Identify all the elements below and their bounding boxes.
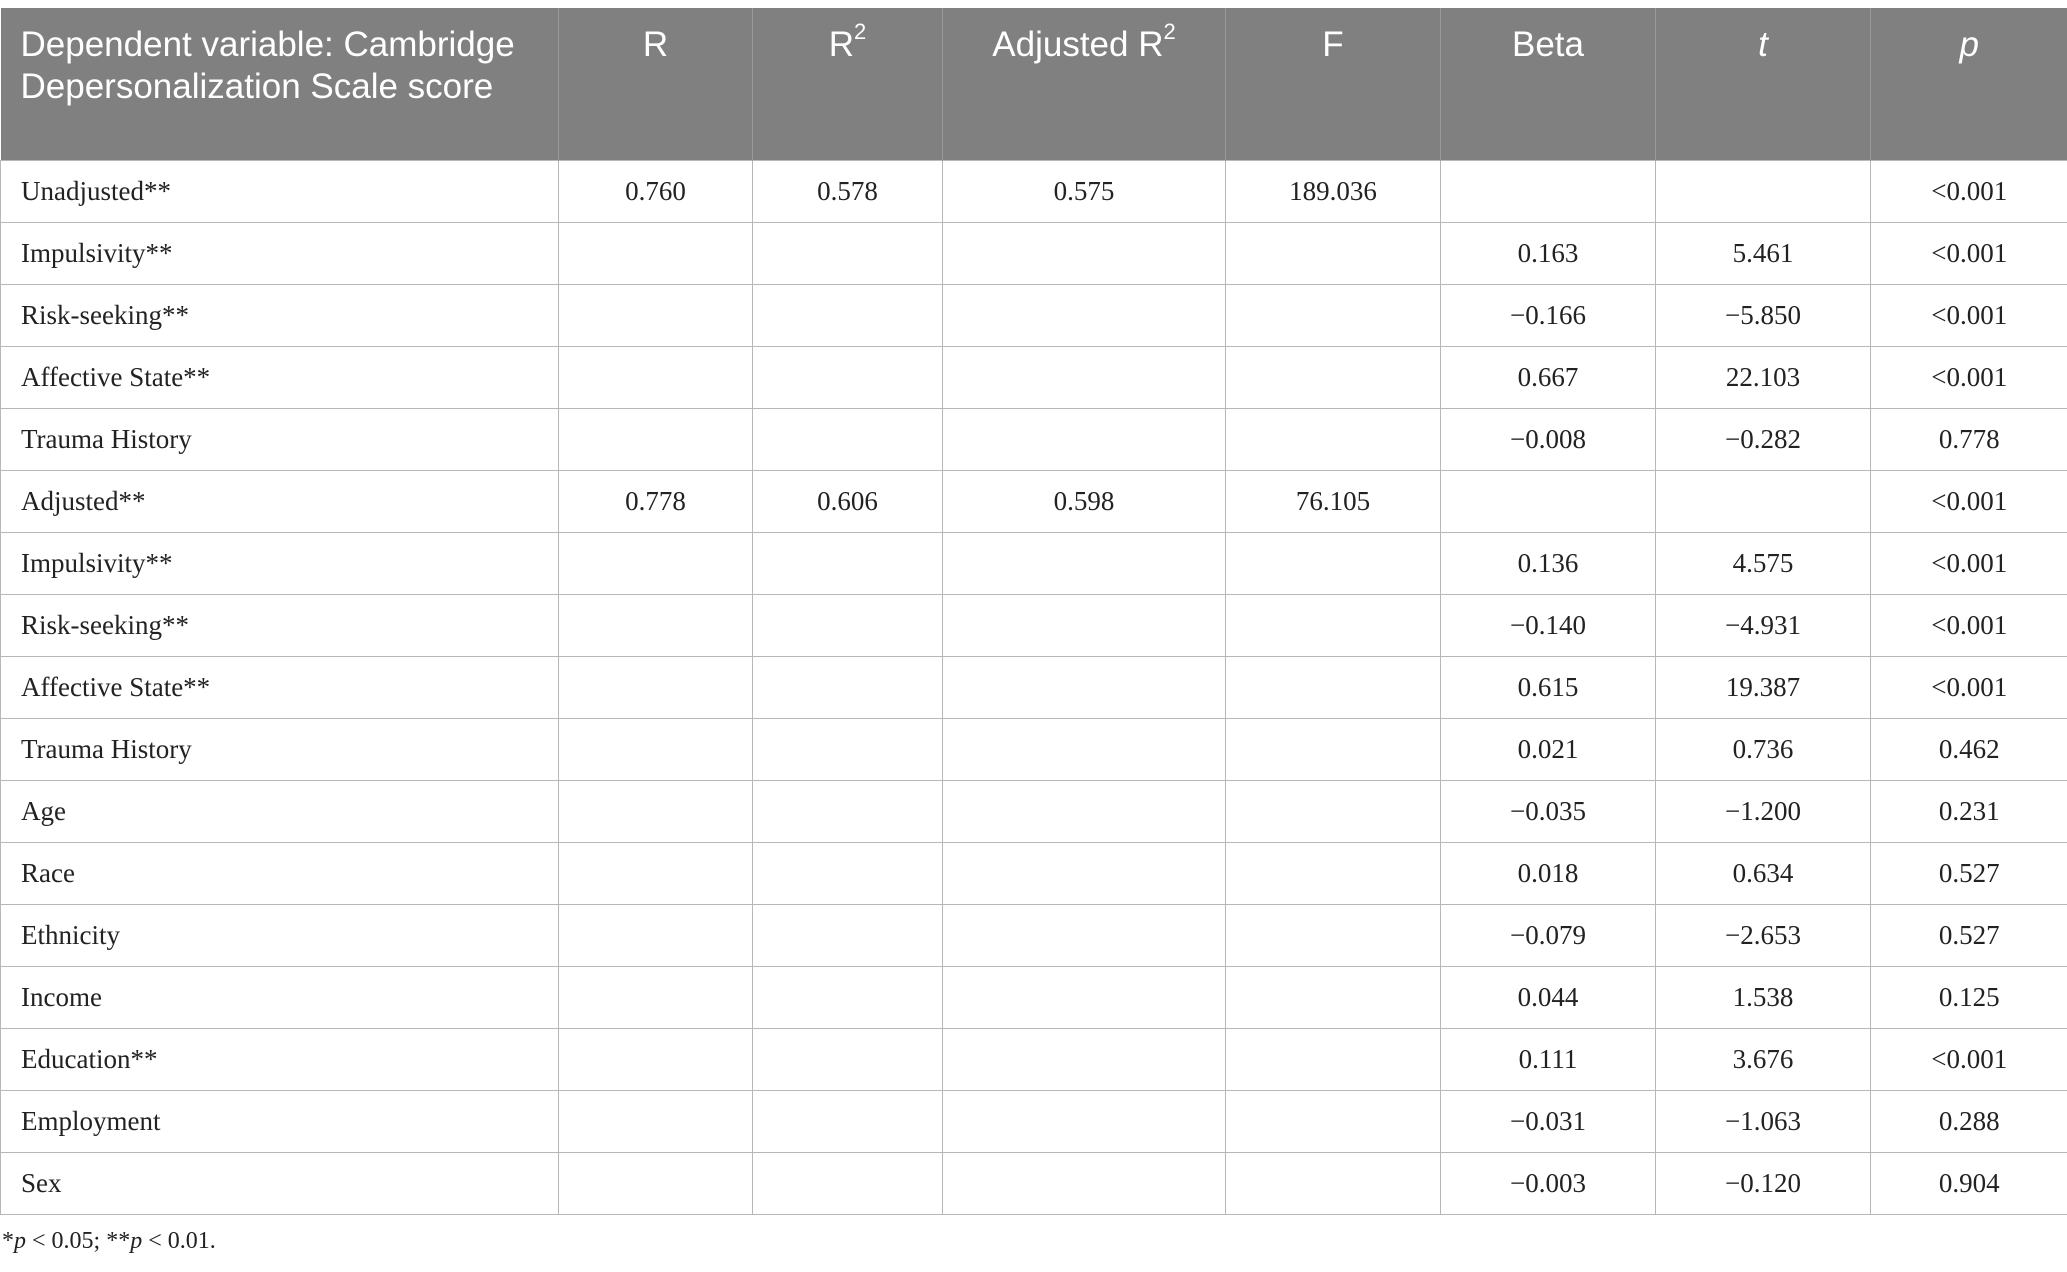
cell-label: Trauma History — [1, 718, 559, 780]
cell-f — [1226, 780, 1441, 842]
cell-r — [559, 408, 753, 470]
footnote-p2: p — [130, 1228, 143, 1254]
cell-label: Age — [1, 780, 559, 842]
cell-t: 22.103 — [1656, 346, 1871, 408]
cell-beta: 0.044 — [1441, 966, 1656, 1028]
cell-t: −1.063 — [1656, 1090, 1871, 1152]
cell-f — [1226, 1152, 1441, 1214]
header-dependent-variable: Dependent variable: Cambridge Depersonalization Scale score — [1, 8, 559, 160]
cell-p: 0.904 — [1871, 1152, 2067, 1214]
cell-f — [1226, 284, 1441, 346]
cell-f — [1226, 1028, 1441, 1090]
cell-adjusted-r-squared — [943, 532, 1226, 594]
cell-beta: −0.079 — [1441, 904, 1656, 966]
cell-beta: 0.111 — [1441, 1028, 1656, 1090]
header-r-squared-base: R — [828, 25, 855, 64]
table-row — [1, 842, 2067, 904]
cell-r — [559, 1090, 753, 1152]
cell-r-squared — [753, 780, 943, 842]
cell-f — [1226, 966, 1441, 1028]
cell-r-squared — [753, 284, 943, 346]
cell-adjusted-r-squared — [943, 718, 1226, 780]
cell-label: Risk-seeking** — [1, 284, 559, 346]
table-row — [1, 470, 2067, 532]
cell-p: <0.001 — [1871, 470, 2067, 532]
cell-r-squared — [753, 904, 943, 966]
cell-t: −1.200 — [1656, 780, 1871, 842]
cell-p: 0.527 — [1871, 904, 2067, 966]
cell-label: Adjusted** — [1, 470, 559, 532]
cell-label: Race — [1, 842, 559, 904]
cell-adjusted-r-squared — [943, 842, 1226, 904]
cell-adjusted-r-squared: 0.598 — [943, 470, 1226, 532]
cell-r — [559, 904, 753, 966]
cell-label: Ethnicity — [1, 904, 559, 966]
cell-f — [1226, 346, 1441, 408]
cell-p: <0.001 — [1871, 1028, 2067, 1090]
cell-r — [559, 346, 753, 408]
table-row — [1, 284, 2067, 346]
table-row — [1, 346, 2067, 408]
regression-table-container — [0, 8, 2067, 1215]
cell-t: −5.850 — [1656, 284, 1871, 346]
cell-adjusted-r-squared — [943, 966, 1226, 1028]
cell-r-squared — [753, 594, 943, 656]
table-row — [1, 656, 2067, 718]
header-p-text: p — [1959, 25, 1979, 64]
cell-t — [1656, 160, 1871, 222]
cell-p: <0.001 — [1871, 346, 2067, 408]
cell-beta — [1441, 160, 1656, 222]
cell-r-squared — [753, 532, 943, 594]
cell-r — [559, 842, 753, 904]
table-row — [1, 780, 2067, 842]
cell-adjusted-r-squared — [943, 1152, 1226, 1214]
cell-beta: 0.163 — [1441, 222, 1656, 284]
cell-f — [1226, 1090, 1441, 1152]
table-row — [1, 1090, 2067, 1152]
cell-t: 0.736 — [1656, 718, 1871, 780]
cell-label: Unadjusted** — [1, 160, 559, 222]
cell-t — [1656, 470, 1871, 532]
cell-t: −0.120 — [1656, 1152, 1871, 1214]
cell-p: <0.001 — [1871, 160, 2067, 222]
cell-t: 19.387 — [1656, 656, 1871, 718]
cell-r-squared — [753, 656, 943, 718]
cell-f — [1226, 594, 1441, 656]
cell-beta: −0.140 — [1441, 594, 1656, 656]
cell-adjusted-r-squared — [943, 656, 1226, 718]
cell-label: Impulsivity** — [1, 222, 559, 284]
table-footnote — [2, 1228, 216, 1255]
footnote-p1: p — [14, 1228, 26, 1254]
cell-r-squared — [753, 346, 943, 408]
cell-f — [1226, 408, 1441, 470]
cell-r — [559, 532, 753, 594]
table-row — [1, 594, 2067, 656]
cell-adjusted-r-squared — [943, 408, 1226, 470]
cell-r — [559, 1152, 753, 1214]
table-row — [1, 222, 2067, 284]
cell-p: <0.001 — [1871, 532, 2067, 594]
cell-f — [1226, 532, 1441, 594]
cell-label: Employment — [1, 1090, 559, 1152]
cell-r — [559, 594, 753, 656]
table-row — [1, 1152, 2067, 1214]
cell-beta: 0.136 — [1441, 532, 1656, 594]
cell-f — [1226, 842, 1441, 904]
cell-adjusted-r-squared — [943, 594, 1226, 656]
cell-f: 76.105 — [1226, 470, 1441, 532]
cell-p: <0.001 — [1871, 284, 2067, 346]
cell-p: <0.001 — [1871, 656, 2067, 718]
cell-adjusted-r-squared — [943, 284, 1226, 346]
cell-r — [559, 718, 753, 780]
cell-beta: −0.008 — [1441, 408, 1656, 470]
cell-p: 0.527 — [1871, 842, 2067, 904]
cell-r-squared — [753, 222, 943, 284]
cell-r-squared — [753, 718, 943, 780]
cell-adjusted-r-squared — [943, 904, 1226, 966]
header-r-squared-sup: 2 — [854, 19, 867, 45]
header-adjusted-r-squared-base: Adjusted R — [992, 25, 1164, 64]
cell-beta: −0.031 — [1441, 1090, 1656, 1152]
cell-beta: 0.667 — [1441, 346, 1656, 408]
cell-label: Education** — [1, 1028, 559, 1090]
cell-r-squared — [753, 1090, 943, 1152]
cell-r — [559, 966, 753, 1028]
cell-label: Risk-seeking** — [1, 594, 559, 656]
cell-beta: −0.166 — [1441, 284, 1656, 346]
cell-r-squared: 0.606 — [753, 470, 943, 532]
cell-label: Affective State** — [1, 656, 559, 718]
table-row — [1, 408, 2067, 470]
table-row — [1, 160, 2067, 222]
cell-p: 0.778 — [1871, 408, 2067, 470]
footnote-star: * — [2, 1228, 14, 1254]
cell-f — [1226, 718, 1441, 780]
cell-beta — [1441, 470, 1656, 532]
cell-label: Trauma History — [1, 408, 559, 470]
cell-p: 0.125 — [1871, 966, 2067, 1028]
cell-p: 0.288 — [1871, 1090, 2067, 1152]
cell-r-squared: 0.578 — [753, 160, 943, 222]
cell-p: <0.001 — [1871, 594, 2067, 656]
cell-r — [559, 656, 753, 718]
cell-f — [1226, 656, 1441, 718]
cell-r: 0.778 — [559, 470, 753, 532]
cell-t: 4.575 — [1656, 532, 1871, 594]
cell-adjusted-r-squared — [943, 222, 1226, 284]
cell-p: <0.001 — [1871, 222, 2067, 284]
header-p — [1871, 8, 2067, 160]
cell-f — [1226, 904, 1441, 966]
cell-t: −0.282 — [1656, 408, 1871, 470]
cell-t: 0.634 — [1656, 842, 1871, 904]
cell-r-squared — [753, 966, 943, 1028]
table-row — [1, 904, 2067, 966]
cell-r-squared — [753, 408, 943, 470]
cell-adjusted-r-squared — [943, 1028, 1226, 1090]
cell-p: 0.231 — [1871, 780, 2067, 842]
cell-r: 0.760 — [559, 160, 753, 222]
cell-t: 1.538 — [1656, 966, 1871, 1028]
table-row — [1, 718, 2067, 780]
cell-r-squared — [753, 1152, 943, 1214]
header-f: F — [1226, 8, 1441, 160]
header-t-text: t — [1758, 25, 1768, 64]
header-r: R — [559, 8, 753, 160]
header-adjusted-r-squared-sup: 2 — [1163, 19, 1176, 45]
cell-f: 189.036 — [1226, 160, 1441, 222]
cell-r — [559, 222, 753, 284]
cell-adjusted-r-squared — [943, 346, 1226, 408]
table-header — [1, 8, 2067, 160]
cell-p: 0.462 — [1871, 718, 2067, 780]
table-body — [1, 160, 2067, 1214]
header-r-squared — [753, 8, 943, 160]
table-row — [1, 532, 2067, 594]
footnote-text1: < 0.05; ** — [26, 1228, 131, 1254]
cell-t: 3.676 — [1656, 1028, 1871, 1090]
cell-r — [559, 284, 753, 346]
cell-adjusted-r-squared: 0.575 — [943, 160, 1226, 222]
cell-label: Sex — [1, 1152, 559, 1214]
cell-r — [559, 780, 753, 842]
cell-t: 5.461 — [1656, 222, 1871, 284]
regression-table — [0, 8, 2067, 1215]
header-beta: Beta — [1441, 8, 1656, 160]
cell-r-squared — [753, 842, 943, 904]
cell-adjusted-r-squared — [943, 780, 1226, 842]
cell-t: −4.931 — [1656, 594, 1871, 656]
cell-label: Income — [1, 966, 559, 1028]
table-row — [1, 1028, 2067, 1090]
header-row — [1, 8, 2067, 160]
cell-beta: −0.003 — [1441, 1152, 1656, 1214]
cell-beta: −0.035 — [1441, 780, 1656, 842]
cell-beta: 0.021 — [1441, 718, 1656, 780]
table-row — [1, 966, 2067, 1028]
cell-beta: 0.018 — [1441, 842, 1656, 904]
cell-beta: 0.615 — [1441, 656, 1656, 718]
cell-adjusted-r-squared — [943, 1090, 1226, 1152]
cell-label: Affective State** — [1, 346, 559, 408]
cell-r-squared — [753, 1028, 943, 1090]
cell-r — [559, 1028, 753, 1090]
header-t — [1656, 8, 1871, 160]
cell-f — [1226, 222, 1441, 284]
header-adjusted-r-squared — [943, 8, 1226, 160]
cell-t: −2.653 — [1656, 904, 1871, 966]
cell-label: Impulsivity** — [1, 532, 559, 594]
footnote-text2: < 0.01. — [142, 1228, 216, 1254]
